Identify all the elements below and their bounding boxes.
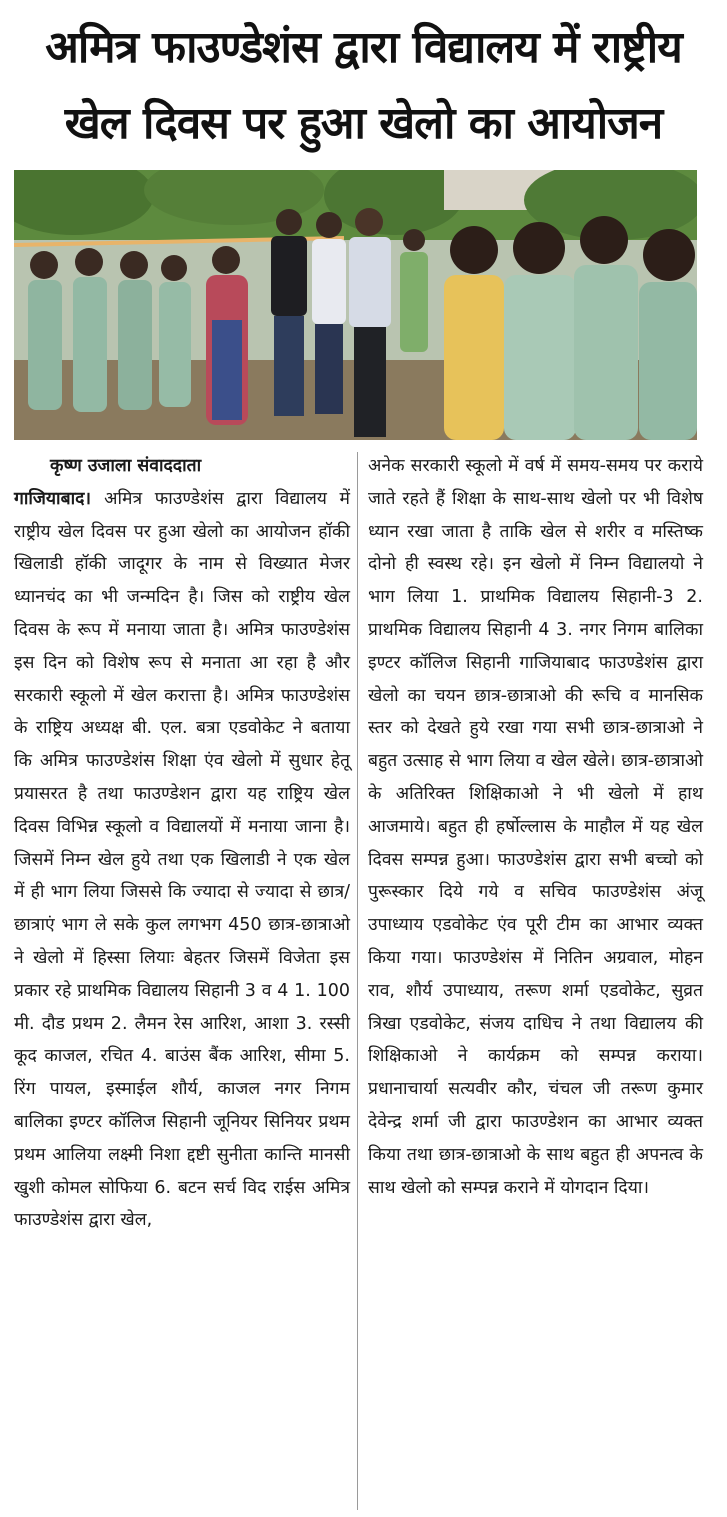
article-column-1 [14,450,350,1237]
headline [8,10,719,162]
column-2-body: अनेक सरकारी स्कूलो में वर्ष में समय-समय पर कराये जाते रहते हैं शिक्षा के साथ-साथ खेलो पर भी विशेष ध्यान रखा जाता है ताकि खेल से शरीर व मस्तिष्क दोनो ही स्वस्थ रहे। इन खेलो में निम्न विद्यालयो ने भाग लिया 1. प्राथमिक विद्यालय सिहानी-3 2. प्राथमिक विद्यालय सिहानी 4 3. नगर निगम बालिका इण्टर कॉलिज सिहानी गाजियाबाद फाउण्डेशंस द्वारा खेलो का चयन छात्र-छात्राओ की रूचि व मानसिक स्तर को देखते हुये रखा गया सभी छात्र-छात्राओ ने बहुत उत्साह से भाग लिया व खेल खेले। छात्र-छात्राओ के अतिरिक्त शिक्षिकाओ ने भी खेलो में हाथ आजमाये। बहुत ही हर्षोल्लास के माहौल में यह खेल दिवस सम्पन्न हुआ। फाउण्डेशंस द्वारा सभी बच्चो को पुरूस्कार दिये गये व सचिव फाउण्डेशंस अंजू उपाध्याय एडवोकेट एंव पूरी टीम का आभार व्यक्त किया गया। फाउण्डेशंस में नितिन अग्रवाल, मोहन राव, शौर्य उपाध्याय, तरूण शर्मा एडवोकेट, सुव्रत त्रिखा एडवोकेट, संजय दाधिच ने तथा विद्यालय की शिक्षिकाओ ने कार्यक्रम को सम्पन्न कराया। प्रधानाचार्या सत्यवीर कौर, चंचल जी तरूण कुमार देवेन्द्र शर्मा जी द्वारा फाउण्डेशन का आभार व्यक्त किया तथा छात्र-छात्राओ के साथ बहुत ही अपनत्व के साथ खेलो को सम्पन्न कराने में योगदान दिया। [368,456,703,1198]
news-photo [14,170,697,440]
article-column-2 [368,450,703,1204]
guest-man-black [271,209,307,416]
headline-line-1: अमित्र फाउण्डेशंस द्वारा विद्यालय में राष्ट्रीय [45,22,682,73]
speaker-with-mic [349,208,391,437]
photo-illustration [14,170,697,440]
column-1-body: अमित्र फाउण्डेशंस द्वारा विद्यालय में राष्ट्रीय खेल दिवस पर हुआ खेलो का आयोजन हॉकी खिलाडी हॉकी जादूगर के नाम से विख्यात मेजर ध्यानचंद का भी जन्मदिन है। जिस को राष्ट्रीय खेल दिवस के रूप में मनाया जाता है। अमित्र फाउण्डेशंस इस दिन को विशेष रूप से मनाता आ रहा है और सरकारी स्कूलो में खेल करात्ता है। अमित्र फाउण्डेशंस के राष्ट्रिय अध्यक्ष बी. एल. बत्रा एडवोकेट ने बताया कि अमित्र फाउण्डेशंस शिक्षा एंव खेलो में सुधार हेतू प्रयासरत है तथा फाउण्डेशन द्वारा यह राष्ट्रिय खेल दिवस विभिन्न स्कूलो व विद्यालयों में मनाया जाना है। जिसमें निम्न खेल हुये तथा एक खिलाडी ने एक खेल में ही भाग लिया जिससे कि ज्यादा से ज्यादा से छात्र/छात्राएं भाग ले सके कुल लगभग 450 छात्र-छात्राओ ने खेलो में हिस्सा लियाः बेहतर जिसमें विजेता इस प्रकार रहे प्राथमिक विद्यालय सिहानी 3 व 4 1. 100 मी. दौड प्रथम 2. लैमन रेस आरिश, आशा 3. रस्सी कूद काजल, रचित 4. बाउंस बैंक आरिश, सीमा 5. रिंग पायल, इस्माईल शौर्य, काजल नगर निगम बालिका इण्टर कॉलिज सिहानी जूनियर सिनियर प्रथम प्रथम आलिया लक्ष्मी निशा द्दष्टी सुनीता कान्ति मानसी खुशी कोमल सोफिया 6. बटन सर्च विद राईस अमित्र फाउण्डेशंस द्वारा खेल, [14,488,350,1231]
dateline: गाजियाबाद। [14,488,105,509]
guest-man-white [312,212,346,414]
headline-line-2: खेल दिवस पर हुआ खेलो का आयोजन [64,98,663,149]
column-divider [357,452,358,1510]
byline: कृष्ण उजाला संवाददाता [50,456,202,476]
